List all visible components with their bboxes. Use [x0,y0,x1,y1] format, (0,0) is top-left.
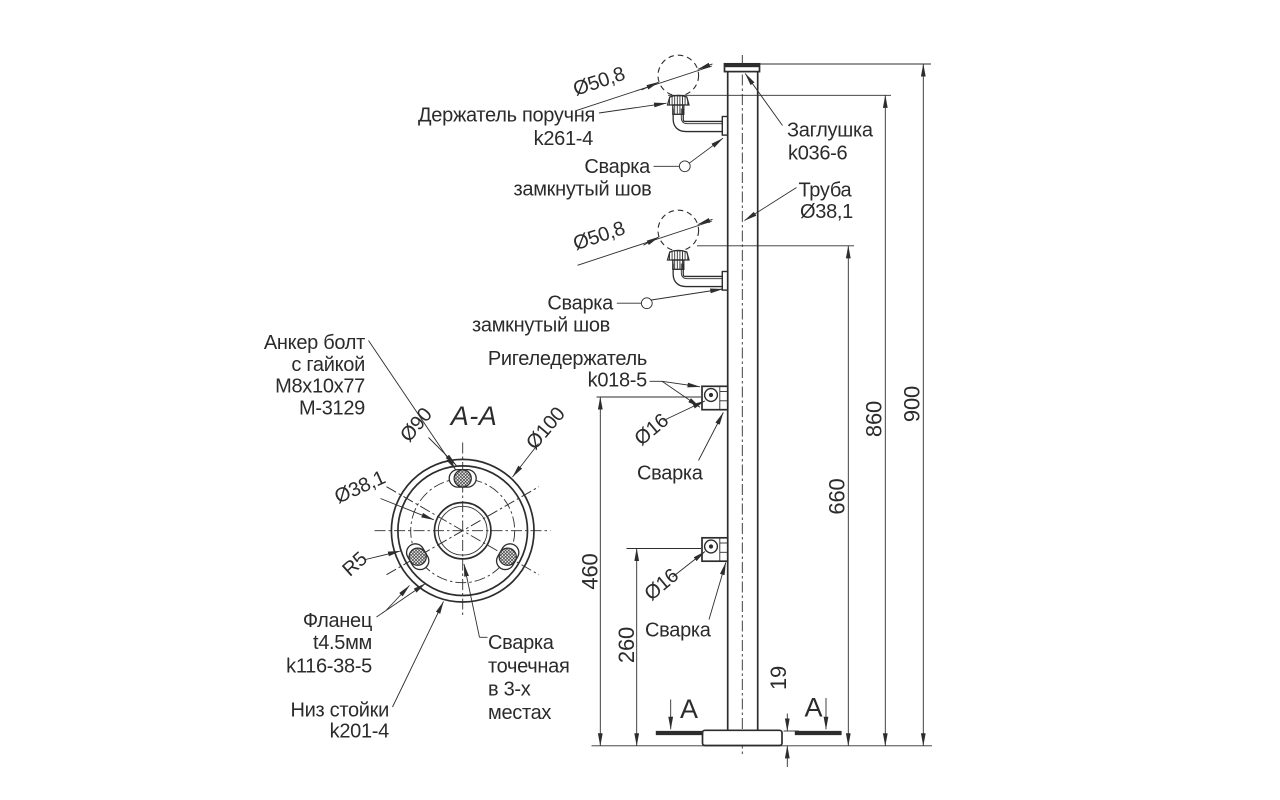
anchor-bolt-label4: M-3129 [298,397,365,420]
cap-label: Заглушка [787,119,873,142]
rigel-code: k018-5 [587,369,647,392]
weld-seam-mid-label: Сварка [547,292,613,315]
dia38-section-label: Ø38,1 [331,466,389,509]
weld-rigel-top: Сварка [637,462,703,485]
dim-900: 900 [899,385,925,423]
anchor-bolt-label1: Анкер болт [263,332,365,354]
dim-260: 260 [614,626,639,664]
weld-rigel-bottom: Сварка [645,619,711,642]
rigel-dia-top: Ø16 [630,409,673,451]
anchor-bolt-left [403,541,432,573]
anchor-bolt-label3: M8x10x77 [275,375,365,398]
holder-code: k261-4 [533,128,593,150]
flange-centerlines [375,443,551,619]
post-bottom-label1: Низ стойки [290,699,389,722]
weld-seam-mid-label2: замкнутый шов [472,314,610,337]
spot-weld-label1: Сварка [488,632,554,654]
handrail-circle-icon [658,210,699,251]
handrail-circle-icon [658,55,699,96]
dim-660: 660 [824,478,850,515]
flange-label1: Фланец [302,610,372,632]
section-title: A-A [450,401,498,431]
tube-label: Труба [798,179,852,202]
annotations [264,63,925,743]
handrail-dia-mid: Ø50,8 [570,217,628,256]
tube-dia-label: Ø38,1 [800,201,853,223]
dim-860: 860 [861,400,887,438]
holder-label: Держатель поручня [418,104,595,127]
dim-460: 460 [577,553,603,590]
flange-label3: k116-38-5 [286,655,372,678]
post-bottom-label2: k201-4 [329,720,389,743]
spot-weld-label2: точечная [488,655,570,678]
rigel-dia-bottom: Ø16 [640,564,683,606]
spot-weld-label4: местах [488,702,552,724]
dim-19: 19 [766,665,791,691]
crossbar-holder-bottom [702,538,728,561]
weld-seam-top-label: Сварка [584,156,650,178]
spot-weld-label3: в 3-х [488,678,531,701]
crossbar-holder-top [702,386,728,409]
section-letter-right: A [804,692,823,723]
weld-seam-top-label2: замкнутый шов [513,178,652,201]
rigel-label: Ригеледержатель [487,347,647,370]
r5-label: R5 [338,548,372,582]
dia100-label: Ø100 [522,403,570,454]
section-letter-left: A [679,694,699,724]
flange-label2: t4.5мм [312,632,372,654]
handrail-dia-top: Ø50,8 [570,62,628,101]
dia90-label: Ø90 [396,403,437,447]
anchor-bolt-right [493,541,522,573]
anchor-bolt-top [449,470,476,488]
anchor-bolt-label2: с гайкой [291,354,365,376]
handrail-holder-mid [658,210,728,290]
base-plate [703,730,783,745]
cap-code: k036-6 [788,142,848,165]
